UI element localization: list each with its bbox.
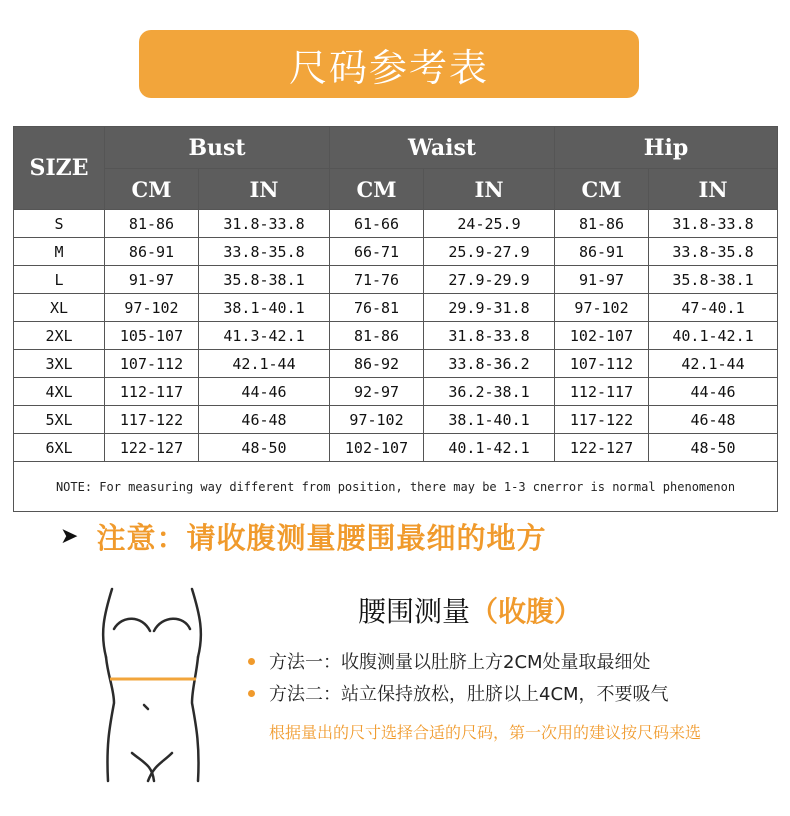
table-cell: 105-107: [105, 322, 199, 350]
unit-header: IN: [649, 169, 778, 210]
table-cell: 38.1-40.1: [199, 294, 330, 322]
table-cell: 122-127: [105, 434, 199, 462]
size-cell: L: [14, 266, 105, 294]
unit-header: CM: [330, 169, 424, 210]
size-chart-table: [13, 126, 778, 512]
table-cell: 42.1-44: [649, 350, 778, 378]
table-cell: 47-40.1: [649, 294, 778, 322]
table-cell: 33.8-35.8: [649, 238, 778, 266]
table-row: [14, 238, 778, 266]
table-cell: 66-71: [330, 238, 424, 266]
size-cell: 4XL: [14, 378, 105, 406]
arrow-right-icon: ➤: [60, 523, 79, 549]
table-cell: 24-25.9: [424, 210, 555, 238]
table-cell: 40.1-42.1: [424, 434, 555, 462]
table-cell: 122-127: [555, 434, 649, 462]
table-cell: 46-48: [649, 406, 778, 434]
table-cell: 91-97: [105, 266, 199, 294]
unit-header: IN: [199, 169, 330, 210]
table-cell: 107-112: [555, 350, 649, 378]
waist-header: Waist: [330, 127, 555, 169]
table-cell: 33.8-36.2: [424, 350, 555, 378]
table-header-row: [14, 127, 778, 169]
table-cell: 31.8-33.8: [424, 322, 555, 350]
table-cell: 48-50: [199, 434, 330, 462]
bullet-icon: [248, 658, 255, 665]
method-one: [248, 648, 651, 674]
unit-header: IN: [424, 169, 555, 210]
size-cell: 5XL: [14, 406, 105, 434]
waist-heading-main: 腰围测量: [358, 595, 471, 628]
size-header: SIZE: [14, 127, 105, 210]
table-cell: 27.9-29.9: [424, 266, 555, 294]
table-unit-row: [14, 169, 778, 210]
table-cell: 112-117: [105, 378, 199, 406]
table-cell: 97-102: [105, 294, 199, 322]
table-cell: 92-97: [330, 378, 424, 406]
table-cell: 48-50: [649, 434, 778, 462]
table-cell: 97-102: [555, 294, 649, 322]
table-row: [14, 322, 778, 350]
table-cell: 61-66: [330, 210, 424, 238]
table-cell: 35.8-38.1: [649, 266, 778, 294]
table-cell: 81-86: [330, 322, 424, 350]
table-note: NOTE: For measuring way different from position, there may be 1-3 cnerror is normal phenomenon: [14, 462, 778, 512]
size-cell: XL: [14, 294, 105, 322]
note-row: [14, 462, 778, 512]
table-cell: 117-122: [555, 406, 649, 434]
table-cell: 71-76: [330, 266, 424, 294]
method-two-text: 方法二：站立保持放松，肚脐以上4CM，不要吸气: [269, 684, 669, 705]
notice-line: [60, 514, 546, 558]
table-cell: 81-86: [105, 210, 199, 238]
page-title: 尺码参考表: [288, 45, 489, 90]
hip-header: Hip: [555, 127, 778, 169]
table-cell: 35.8-38.1: [199, 266, 330, 294]
table-row: [14, 210, 778, 238]
table-cell: 81-86: [555, 210, 649, 238]
table-cell: 86-91: [105, 238, 199, 266]
table-cell: 44-46: [649, 378, 778, 406]
size-cell: M: [14, 238, 105, 266]
body-outline-icon: [92, 585, 212, 785]
size-cell: 6XL: [14, 434, 105, 462]
table-cell: 102-107: [555, 322, 649, 350]
table-cell: 117-122: [105, 406, 199, 434]
bullet-icon: [248, 690, 255, 697]
table-cell: 44-46: [199, 378, 330, 406]
table-row: [14, 378, 778, 406]
table-cell: 76-81: [330, 294, 424, 322]
size-cell: S: [14, 210, 105, 238]
table-body: [14, 210, 778, 512]
table-row: [14, 266, 778, 294]
notice-text: 注意：请收腹测量腰围最细的地方: [96, 520, 547, 555]
table-cell: 29.9-31.8: [424, 294, 555, 322]
table-cell: 31.8-33.8: [199, 210, 330, 238]
table-cell: 86-91: [555, 238, 649, 266]
table-row: [14, 406, 778, 434]
table-cell: 36.2-38.1: [424, 378, 555, 406]
table-cell: 31.8-33.8: [649, 210, 778, 238]
table-cell: 38.1-40.1: [424, 406, 555, 434]
table-cell: 102-107: [330, 434, 424, 462]
waist-measure-heading: [358, 590, 582, 630]
table-cell: 86-92: [330, 350, 424, 378]
table-cell: 97-102: [330, 406, 424, 434]
unit-header: CM: [555, 169, 649, 210]
bust-header: Bust: [105, 127, 330, 169]
table-row: [14, 434, 778, 462]
table-cell: 91-97: [555, 266, 649, 294]
table-cell: 46-48: [199, 406, 330, 434]
table-cell: 41.3-42.1: [199, 322, 330, 350]
table-row: [14, 350, 778, 378]
size-cell: 3XL: [14, 350, 105, 378]
method-one-text: 方法一：收腹测量以肚脐上方2CM处量取最细处: [269, 652, 651, 673]
table-cell: 25.9-27.9: [424, 238, 555, 266]
unit-header: CM: [105, 169, 199, 210]
table-cell: 40.1-42.1: [649, 322, 778, 350]
page-title-banner: [139, 30, 639, 98]
waist-heading-paren: （收腹）: [470, 595, 583, 628]
table-cell: 42.1-44: [199, 350, 330, 378]
method-two: [248, 680, 669, 706]
table-cell: 33.8-35.8: [199, 238, 330, 266]
table-row: [14, 294, 778, 322]
table-cell: 107-112: [105, 350, 199, 378]
size-cell: 2XL: [14, 322, 105, 350]
size-advice: 根据量出的尺寸选择合适的尺码，第一次用的建议按尺码来选: [269, 723, 702, 742]
table-cell: 112-117: [555, 378, 649, 406]
